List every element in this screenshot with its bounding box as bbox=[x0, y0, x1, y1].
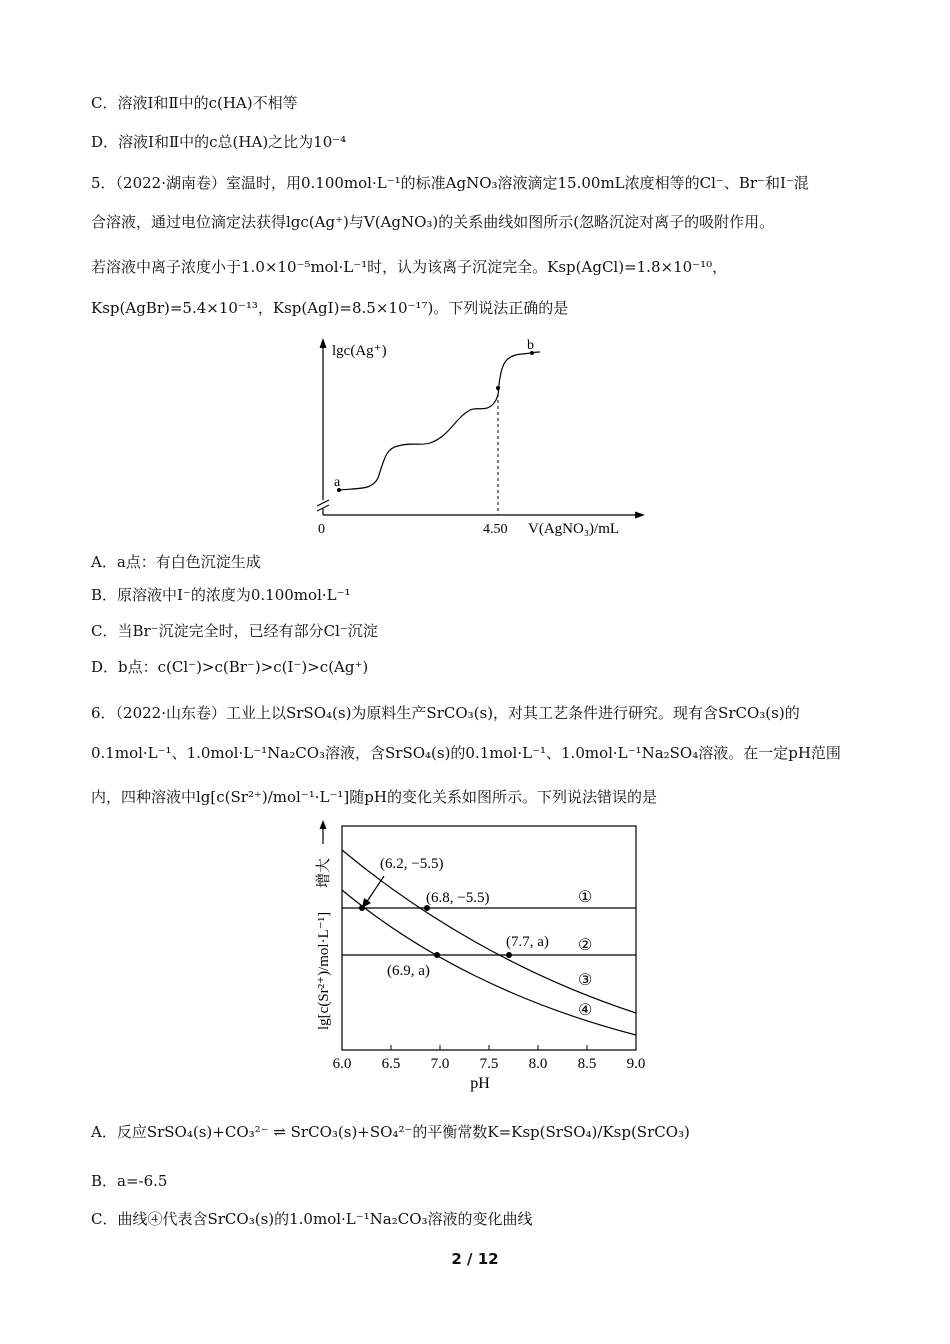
fig1-curve bbox=[339, 352, 540, 490]
fig1-point-b-mid bbox=[496, 386, 500, 390]
label-hline-2: ② bbox=[578, 937, 593, 954]
x-tick-label: 7.0 bbox=[430, 1056, 450, 1072]
x-tick-label: 8.5 bbox=[577, 1056, 597, 1072]
option-d-q4: D．溶液Ⅰ和Ⅱ中的c总(HA)之比为10⁻⁴ bbox=[91, 133, 347, 151]
titration-curve-figure bbox=[300, 330, 650, 545]
fig1-label-a: a bbox=[334, 475, 341, 490]
x-tick-label: 6.0 bbox=[332, 1056, 352, 1072]
q5-option-a: A．a点：有白色沉淀生成 bbox=[91, 553, 261, 571]
y-direction-label: 增大 bbox=[316, 857, 332, 888]
question-5-line-3: 若溶液中离子浓度小于1.0×10⁻⁵mol·L⁻¹时，认为该离子沉淀完全。Ksp(AgCl)=1.8×10⁻¹⁰， bbox=[91, 258, 728, 276]
fig1-x-arrow bbox=[635, 512, 645, 519]
page-number: 2 / 12 bbox=[451, 1250, 499, 1268]
q6-option-b: B．a=-6.5 bbox=[91, 1172, 168, 1190]
x-tick-labels bbox=[333, 1045, 646, 1072]
fig1-y-label: lgc(Ag⁺) bbox=[332, 343, 387, 359]
q6-option-c: C．曲线④代表含SrCO₃(s)的1.0mol·L⁻¹Na₂CO₃溶液的变化曲线 bbox=[91, 1210, 533, 1228]
fig1-y-arrow bbox=[320, 338, 327, 348]
label-point-7-7: (7.7, a) bbox=[506, 934, 549, 950]
question-5-line-2: 合溶液，通过电位滴定法获得lgc(Ag⁺)与V(AgNO₃)的关系曲线如图所示(忽略沉淀对离子的吸附作用。 bbox=[91, 213, 775, 231]
label-point-6-2: (6.2, −5.5) bbox=[380, 856, 444, 872]
x-axis-label: pH bbox=[470, 1075, 490, 1092]
question-5-line-1: 5．（2022·湖南卷）室温时，用0.100mol·L⁻¹的标准AgNO₃溶液滴定15.00mL浓度相等的Cl⁻、Br⁻和I⁻混 bbox=[91, 174, 809, 192]
point-7-7 bbox=[506, 952, 512, 958]
label-curve-3: ③ bbox=[578, 972, 593, 989]
question-6-line-2: 0.1mol·L⁻¹、1.0mol·L⁻¹Na₂CO₃溶液，含SrSO₄(s)的0.1mol·L⁻¹、1.0mol·L⁻¹Na₂SO₄溶液。在一定pH范围 bbox=[91, 744, 841, 762]
label-hline-1: ① bbox=[578, 889, 593, 906]
question-5-line-4: Ksp(AgBr)=5.4×10⁻¹³，Ksp(AgI)=8.5×10⁻¹⁷)。下列说法正确的是 bbox=[91, 299, 569, 317]
fig1-label-b: b bbox=[527, 338, 534, 353]
q6-option-a: A．反应SrSO₄(s)+CO₃²⁻ ⇌ SrCO₃(s)+SO₄²⁻的平衡常数K=Ksp(SrSO₄)/Ksp(SrCO₃) bbox=[91, 1123, 690, 1141]
option-c-q4: C．溶液Ⅰ和Ⅱ中的c(HA)不相等 bbox=[91, 94, 298, 112]
fig1-x-label: V(AgNO₃)/mL bbox=[528, 521, 620, 537]
sr-ph-chart bbox=[280, 820, 660, 1095]
question-6-line-3: 内，四种溶液中lg[c(Sr²⁺)/mol⁻¹·L⁻¹]随pH的变化关系如图所示。下列说法错误的是 bbox=[91, 788, 657, 806]
x-tick-label: 8.0 bbox=[528, 1056, 548, 1072]
fig1-axis-break bbox=[317, 500, 329, 506]
question-6-line-1: 6．（2022·山东卷）工业上以SrSO₄(s)为原料生产SrCO₃(s)，对其工艺条件进行研究。现有含SrCO₃(s)的 bbox=[91, 704, 800, 722]
x-tick-label: 6.5 bbox=[381, 1056, 401, 1072]
x-tick-label: 9.0 bbox=[626, 1056, 646, 1072]
x-tick-label: 7.5 bbox=[479, 1056, 499, 1072]
fig1-origin: 0 bbox=[318, 522, 325, 537]
point-6-9 bbox=[434, 952, 440, 958]
y-axis-label: lg[c(Sr²⁺)/mol·L⁻¹] bbox=[316, 911, 332, 1030]
label-curve-4: ④ bbox=[578, 1002, 593, 1019]
q5-option-d: D．b点：c(Cl⁻)>c(Br⁻)>c(I⁻)>c(Ag⁺) bbox=[91, 658, 369, 676]
q5-option-c: C．当Br⁻沉淀完全时，已经有部分Cl⁻沉淀 bbox=[91, 622, 378, 640]
fig1-x-tick: 4.50 bbox=[483, 522, 508, 537]
label-point-6-9: (6.9, a) bbox=[387, 963, 430, 979]
q5-option-b: B．原溶液中I⁻的浓度为0.100mol·L⁻¹ bbox=[91, 586, 351, 604]
label-point-6-8: (6.8, −5.5) bbox=[426, 890, 490, 906]
point-arrow bbox=[366, 876, 384, 903]
